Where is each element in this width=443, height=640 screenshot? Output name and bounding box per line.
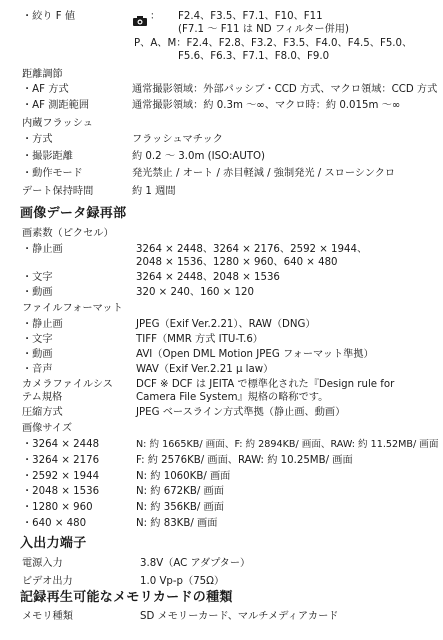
spec-value: F5.6、F6.3、F7.1、F8.0、F9.0	[178, 51, 330, 62]
spec-value: F: 約 2576KB/ 画面、RAW: 約 10.25MB/ 画面	[136, 455, 353, 466]
spec-value: N: 約 1060KB/ 画面	[136, 471, 231, 482]
spec-value: Camera File System』規格の略称です。	[136, 392, 329, 403]
section-heading: 画像データ録再部	[20, 206, 127, 221]
spec-value: 1.0 Vp-p（75Ω）	[140, 576, 225, 587]
spec-value: F2.4、F3.5、F7.1、F10、F11	[178, 11, 323, 22]
spec-value: 2048 × 1536、1280 × 960、640 × 480	[136, 257, 338, 268]
spec-label: ・絞り F 値	[22, 11, 76, 22]
spec-label: ・AF 方式	[22, 84, 69, 95]
camera-colon: ：	[150, 11, 161, 22]
spec-label: ・音声	[22, 364, 53, 375]
spec-label: ・動作モード	[22, 168, 83, 179]
spec-value: DCF ※ DCF は JEITA で標準化された『Design rule for	[136, 379, 395, 390]
spec-label: ・2048 × 1536	[22, 486, 100, 497]
spec-label: ・2592 × 1944	[22, 471, 100, 482]
spec-label: ・静止画	[22, 319, 63, 330]
spec-value: 約 1 週間	[132, 186, 176, 197]
spec-label: ファイルフォーマット	[22, 303, 123, 314]
camera-icon	[133, 11, 147, 21]
spec-value: N: 約 672KB/ 画面	[136, 486, 224, 497]
spec-label: ・動画	[22, 287, 53, 298]
spec-value: AVI（Open DML Motion JPEG フォーマット準拠）	[136, 349, 374, 360]
spec-label: ビデオ出力	[22, 576, 73, 587]
spec-label: ・1280 × 960	[22, 502, 93, 513]
section-heading: 記録再生可能なメモリカードの種類	[20, 590, 233, 605]
spec-value: 3264 × 2448、2048 × 1536	[136, 272, 280, 283]
spec-value: (F7.1 〜 F11 は ND フィルター併用)	[178, 24, 349, 35]
spec-value: 通常撮影領域：外部パッシブ・CCD 方式、マクロ領域：CCD 方式	[132, 84, 438, 95]
spec-value: SD メモリーカード、マルチメディアカード	[140, 611, 339, 622]
spec-value: WAV（Exif Ver.2.21 μ law）	[136, 364, 274, 375]
spec-label: 距離調節	[22, 69, 63, 80]
spec-label: ・640 × 480	[22, 518, 87, 529]
spec-label: デート保持時間	[22, 186, 94, 197]
spec-value: N: 約 356KB/ 画面	[136, 502, 224, 513]
section-heading: 入出力端子	[20, 536, 87, 551]
spec-label: ・3264 × 2176	[22, 455, 100, 466]
spec-label: 内蔵フラッシュ	[22, 118, 93, 129]
spec-value: 3264 × 2448、3264 × 2176、2592 × 1944、	[136, 244, 368, 255]
spec-label: 画像サイズ	[22, 423, 73, 434]
spec-label: ・文字	[22, 272, 53, 283]
spec-label: ・文字	[22, 334, 53, 345]
spec-label: ・動画	[22, 349, 53, 360]
spec-value: フラッシュマチック	[132, 134, 223, 145]
spec-value: N: 約 83KB/ 画面	[136, 518, 218, 529]
spec-label: ・静止画	[22, 244, 63, 255]
spec-label: ・方式	[22, 134, 53, 145]
spec-label: ・撮影距離	[22, 151, 73, 162]
spec-value: JPEG ベースライン方式準拠（静止画、動画）	[136, 407, 346, 418]
spec-value: 約 0.2 〜 3.0m (ISO:AUTO)	[132, 151, 266, 162]
spec-value: 通常撮影領域：約 0.3m 〜∞、マクロ時：約 0.015m 〜∞	[132, 100, 401, 111]
spec-label: ・3264 × 2448	[22, 439, 100, 450]
spec-label: 画素数（ピクセル）	[22, 228, 114, 239]
spec-value: N: 約 1665KB/ 画面、F: 約 2894KB/ 画面、RAW: 約 11.52MB/ 画面	[136, 439, 439, 450]
spec-value: 発光禁止 / オート / 赤目軽減 / 強制発光 / スローシンクロ	[132, 168, 396, 179]
spec-value: JPEG（Exif Ver.2.21）、RAW（DNG）	[136, 319, 316, 330]
spec-value: 3.8V（AC アダプター）	[140, 558, 251, 569]
spec-label: ・AF 測距範囲	[22, 100, 90, 111]
spec-label: メモリ種類	[22, 611, 73, 622]
spec-label: 圧縮方式	[22, 407, 63, 418]
spec-value: P、A、M：F2.4、F2.8、F3.2、F3.5、F4.0、F4.5、F5.0、	[134, 38, 413, 49]
spec-label: 電源入力	[22, 558, 63, 569]
spec-value: 320 × 240、160 × 120	[136, 287, 254, 298]
spec-value: TIFF（MMR 方式 ITU-T.6）	[136, 334, 263, 345]
spec-label: テム規格	[22, 392, 63, 403]
spec-label: カメラファイルシス	[22, 379, 113, 390]
